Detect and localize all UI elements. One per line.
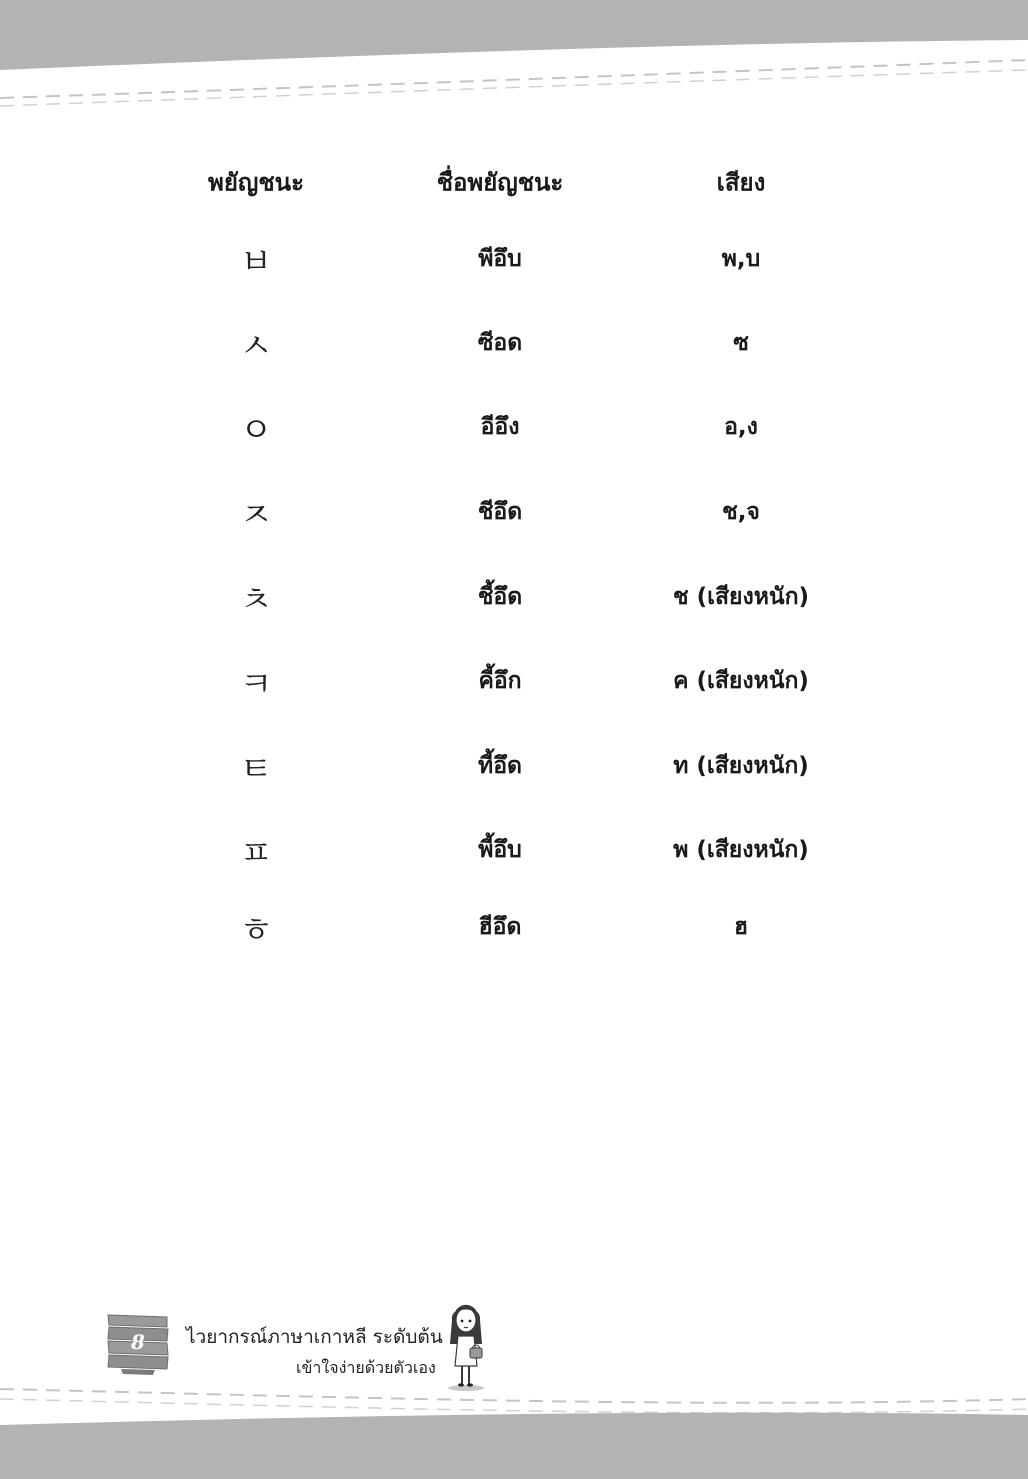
consonant-cell: ㅂ (239, 242, 273, 283)
consonant-name-cell: ที้อึด (478, 753, 522, 779)
sound-cell: ซ (733, 330, 749, 356)
sound-cell: ช,จ (722, 499, 760, 525)
consonant-name-cell: ชี้อึด (477, 584, 523, 610)
consonant-cell: ㅅ (239, 326, 273, 367)
consonant-cell: ㅇ (239, 410, 273, 451)
header-consonant-name: ชื่อพยัญชนะ (436, 168, 564, 197)
consonant-cell: ㅋ (239, 664, 273, 705)
top-band (0, 0, 1028, 115)
bottom-band (0, 1375, 1028, 1479)
consonant-name-cell: ซีอด (477, 330, 523, 356)
sound-cell: พ (เสียงหนัก) (673, 837, 809, 863)
consonant-cell: ㅍ (239, 833, 273, 874)
consonant-name-cell: ชีอึด (477, 499, 523, 525)
header-sound: เสียง (716, 168, 766, 197)
consonant-name-cell: พีอึบ (478, 246, 522, 272)
page-number: 8 (131, 1330, 145, 1354)
consonant-name-cell: คี้อึก (478, 668, 522, 694)
consonant-cell: ㅌ (239, 749, 273, 790)
consonant-cell: ㅎ (239, 910, 273, 951)
sound-cell: ท (เสียงหนัก) (673, 753, 809, 779)
sound-cell: ฮ (733, 914, 749, 940)
sound-cell: อ,ง (724, 414, 758, 440)
book-subtitle: เข้าใจง่ายด้วยตัวเอง (296, 1358, 436, 1377)
sound-cell: พ,บ (721, 246, 761, 272)
consonant-cell: ㅈ (239, 495, 273, 536)
sound-cell: ช (เสียงหนัก) (672, 584, 810, 610)
book-title: ไวยากรณ์ภาษาเกาหลี ระดับต้น (186, 1326, 443, 1348)
sound-cell: ค (เสียงหนัก) (673, 668, 809, 694)
header-consonant: พยัญชนะ (208, 168, 304, 197)
consonant-cell: ㅊ (239, 580, 273, 621)
consonant-name-cell: ฮีอึด (478, 914, 522, 940)
consonant-name-cell: อีอึง (480, 414, 520, 440)
consonant-name-cell: พี้อึบ (478, 837, 522, 863)
